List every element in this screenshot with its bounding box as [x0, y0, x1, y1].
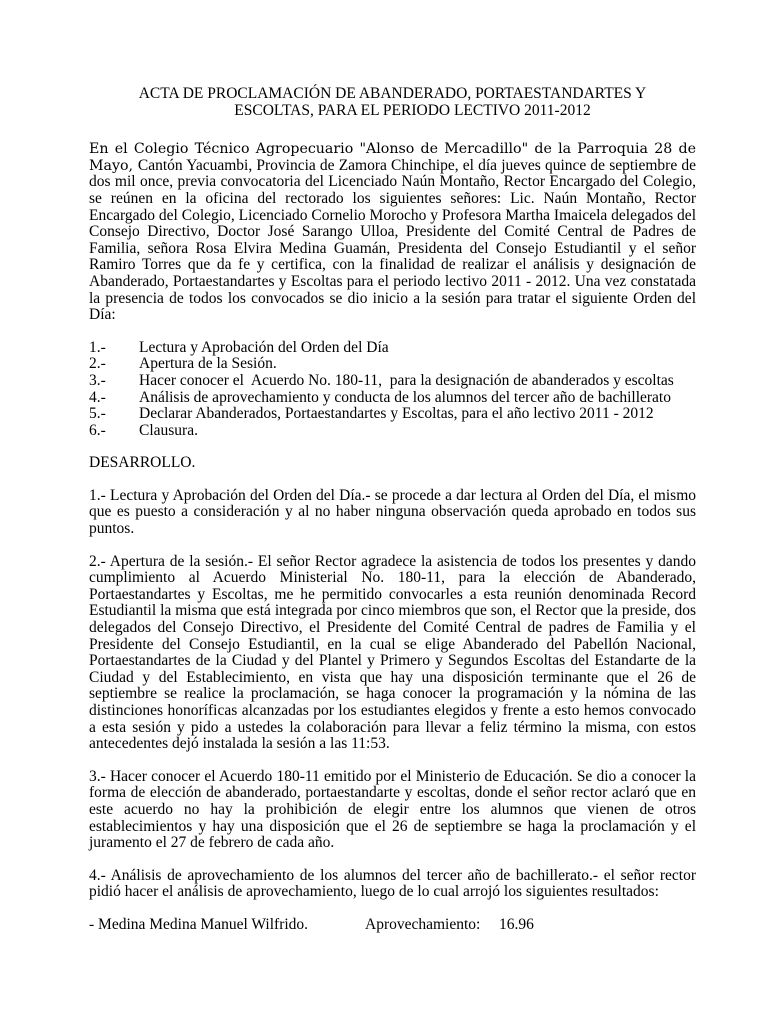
agenda-number: 4.-: [89, 388, 106, 406]
intro-first-line: En el Colegio Técnico Agropecuario "Alonso de Mercadillo" de la Parroquia 28 de Mayo,: [89, 141, 696, 174]
agenda-text: Lectura y Aprobación del Orden del Día: [139, 338, 389, 356]
agenda-text: Análisis de aprovechamiento y conducta de los alumnos del tercer año de bachillerato: [139, 388, 671, 406]
intro-paragraph: [89, 141, 696, 324]
agenda-item: [89, 390, 696, 407]
title-line-2: ESCOLTAS, PARA EL PERIODO LECTIVO 2011-2012: [234, 101, 591, 119]
result-label: Aprovechamiento:: [365, 915, 481, 933]
document-title: [89, 86, 696, 119]
paragraph-item-4: 4.- Análisis de aprovechamiento de los alumnos del tercer año de bachillerato.- el señor rector pidió hacer el análisis de aprovechamiento, luego de lo cual arrojó los siguientes resultados:: [89, 866, 696, 901]
agenda-list: [89, 340, 696, 440]
agenda-text: Apertura de la Sesión.: [139, 355, 277, 373]
agenda-text: Hacer conocer el Acuerdo No. 180-11, para la designación de abanderados y escoltas: [139, 371, 674, 389]
student-name: - Medina Medina Manuel Wilfrido.: [89, 915, 309, 933]
agenda-item: [89, 340, 696, 357]
paragraph-item-3: 3.- Hacer conocer el Acuerdo 180-11 emitido por el Ministerio de Educación. Se dio a conocer la forma de elección de abanderado, portaestandarte y escoltas, donde el señor rector aclaró que en este acuerdo no hay la prohibición de elegir entre los alumnos que vienen de otros establecimientos y hay una disposición que el 26 de septiembre se haga la proclamación y el juramento el 27 de febrero de cada año.: [89, 767, 696, 852]
title-line-1: ACTA DE PROCLAMACIÓN DE ABANDERADO, PORTAESTANDARTES Y: [138, 85, 647, 102]
agenda-number: 2.-: [89, 355, 106, 373]
agenda-number: 3.-: [89, 371, 106, 389]
intro-rest: Cantón Yacuambi, Provincia de Zamora Chinchipe, el día jueves quince de septiembre de dos mil once, previa convocatoria del Licenciado Naún Montaño, Rector Encargado del Colegio, se reúnen en la oficina del rectorado los siguientes señores: Lic. Naún Montaño, Rector Encargado del Colegio, Licenciado Cornelio Morocho y Profesora Martha Imaicela delegados del Consejo Directivo, Doctor José Sarango Ulloa, Presidente del Comité Central de Padres de Familia, señora Rosa Elvira Medina Guamán, Presidenta del Consejo Estudiantil y el señor Ramiro Torres que da fe y certifica, con la finalidad de realizar el análisis y designación de Abanderado, Portaestandartes y Escoltas para el periodo lectivo 2011 - 2012. Una vez constatada la presencia de todos los convocados se dio inicio a la sesión para tratar el siguiente Orden del Día:: [89, 156, 696, 324]
result-row: [89, 917, 696, 934]
agenda-item: [89, 356, 696, 373]
agenda-number: 5.-: [89, 405, 106, 423]
agenda-item: [89, 406, 696, 423]
paragraph-item-1: 1.- Lectura y Aprobación del Orden del Día.- se procede a dar lectura al Orden del Día, el mismo que es puesto a consideración y al no haber ninguna observación queda aprobado en todos sus puntos.: [89, 486, 696, 538]
agenda-number: 6.-: [89, 421, 106, 439]
agenda-text: Declarar Abanderados, Portaestandartes y Escoltas, para el año lectivo 2011 - 2012: [139, 405, 654, 423]
agenda-item: [89, 423, 696, 440]
result-value: 16.96: [499, 915, 534, 933]
development-heading: DESARROLLO.: [89, 454, 196, 472]
paragraph-item-2: 2.- Apertura de la sesión.- El señor Rector agradece la asistencia de todos los presentes y dando cumplimiento al Acuerdo Ministerial No. 180-11, para la elección de Abanderado, Portaestandartes y Escoltas, me he permitido convocarles a esta reunión denominada Record Estudiantil la misma que está integrada por cinco miembros que son, el Rector que la preside, dos delegados del Consejo Directivo, el Presidente del Comité Central de padres de Familia y el Presidente del Consejo Estudiantil, en la cual se elige Abanderado del Pabellón Nacional, Portaestandartes de la Ciudad y del Plantel y Primero y Segundos Escoltas del Estandarte de la Ciudad y del Establecimiento, en vista que hay una disposición terminante que el 26 de septiembre se realice la proclamación, se haga conocer la programación y la nómina de las distinciones honoríficas alcanzadas por los estudiantes elegidos y frente a esto hemos convocado a esta sesión y pido a ustedes la colaboración para llevar a feliz término la misma, con estos antecedentes dejó instalada la sesión a las 11:53.: [89, 552, 696, 753]
agenda-item: [89, 373, 696, 390]
agenda-number: 1.-: [89, 338, 106, 356]
agenda-text: Clausura.: [139, 421, 198, 439]
